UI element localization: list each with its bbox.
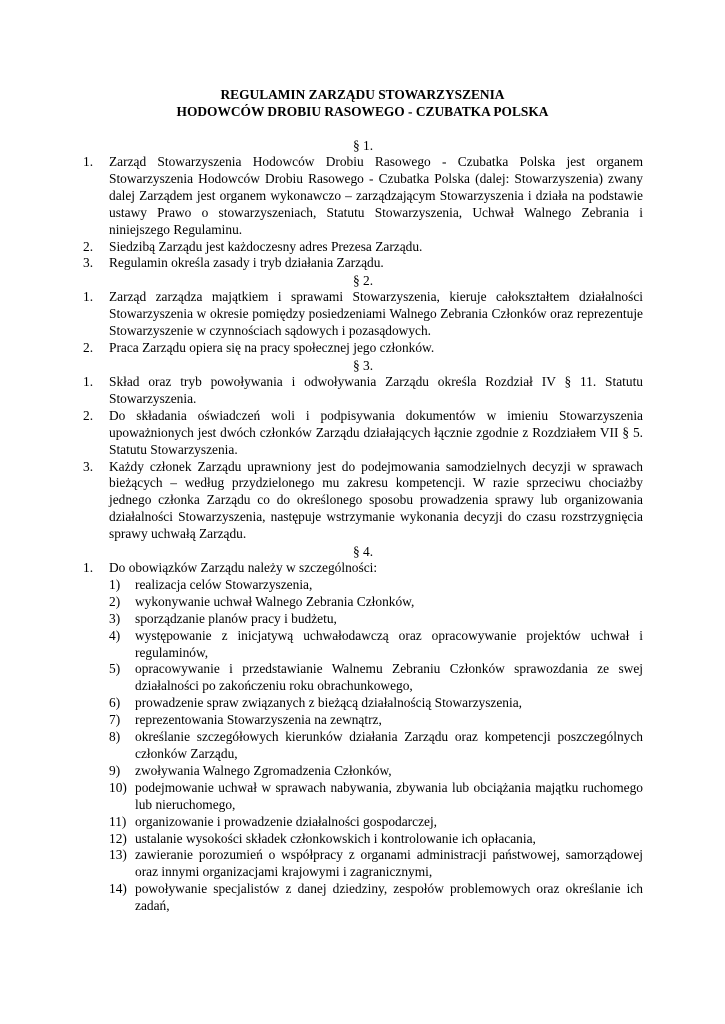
- duty-item: [109, 831, 643, 848]
- duty-number: 2): [109, 593, 121, 609]
- duty-item: [109, 695, 643, 712]
- duty-text: organizowanie i prowadzenie działalności gospodarczej,: [135, 813, 438, 829]
- duty-text: występowanie z inicjatywą uchwałodawczą oraz opracowywanie projektów uchwał i regulaminów,: [135, 627, 643, 660]
- duty-number: 13): [109, 847, 127, 863]
- list-item: [83, 560, 643, 577]
- duty-item: [109, 628, 643, 662]
- duty-number: 8): [109, 729, 121, 745]
- duty-number: 6): [109, 695, 121, 711]
- section-heading-2: § 2.: [352, 273, 374, 289]
- duty-number: 7): [109, 712, 121, 728]
- item-text: Do obowiązków Zarządu należy w szczególności:: [109, 560, 378, 576]
- duty-text: realizacja celów Stowarzyszenia,: [135, 576, 313, 592]
- duty-item: [109, 577, 643, 594]
- item-number: 1.: [83, 289, 94, 305]
- duty-number: 3): [109, 610, 121, 626]
- duty-item: [109, 611, 643, 628]
- duty-text: reprezentowania Stowarzyszenia na zewnątrz,: [135, 712, 382, 728]
- duty-item: [109, 712, 643, 729]
- duty-item: [109, 661, 643, 695]
- item-number: 1.: [83, 560, 94, 576]
- duty-item: [109, 780, 643, 814]
- duty-item: [109, 881, 643, 915]
- section-heading-1: § 1.: [352, 138, 374, 153]
- duty-number: 10): [109, 779, 127, 795]
- duty-number: 4): [109, 627, 121, 643]
- duty-item: [109, 729, 643, 763]
- item-number: 2.: [83, 238, 94, 254]
- duty-number: 12): [109, 830, 127, 846]
- item-text: Zarząd Stowarzyszenia Hodowców Drobiu Rasowego - Czubatka Polska jest organem Stowarzyszenia Hodowców Drobiu Rasowego - Czubatka Polska (dalej: Stowarzyszenia) zwany dalej Zarządem jest organem wykonawczo – zarządzającym Stowarzyszenia i działa na podstawie ustawy Prawo o stowarzyszeniach, Statutu Stowarzyszenia, Uchwał Walnego Zebrania i niniejszego Regulaminu.: [109, 154, 643, 237]
- item-text: Regulamin określa zasady i tryb działania Zarządu.: [109, 255, 384, 271]
- list-item: [83, 459, 643, 544]
- item-text: Siedzibą Zarządu jest każdoczesny adres Prezesa Zarządu.: [109, 238, 423, 254]
- item-text: Praca Zarządu opiera się na pracy społecznej jego członków.: [109, 340, 435, 356]
- item-text: Każdy członek Zarządu uprawniony jest do podejmowania samodzielnych decyzji w sprawach bieżących – według przydzielonego mu zakresu kompetencji. W razie sprzeciwu chociażby jednego członka Zarządu co do określonego sposobu prowadzenia sprawy lub organizowania działalności Stowarzyszenia, następuje wstrzymanie wykonania decyzji do czasu rozstrzygnięcia sprawy uchwałą Zarządu.: [109, 458, 643, 542]
- list-item: [83, 289, 643, 340]
- duty-item: [109, 814, 643, 831]
- section-heading-4: § 4.: [352, 544, 374, 560]
- duty-text: sporządzanie planów pracy i budżetu,: [135, 610, 337, 626]
- item-text: Zarząd zarządza majątkiem i sprawami Stowarzyszenia, kieruje całokształtem działalności Stowarzyszenia w okresie pomiędzy posiedzeniami Walnego Zebrania Członków oraz reprezentuje Stowarzyszenie w czynnościach sądowych i pozasądowych.: [109, 289, 643, 339]
- item-text: Do składania oświadczeń woli i podpisywania dokumentów w imieniu Stowarzyszenia upoważnionych jest dwóch członków Zarządu działających łącznie zgodnie z Rozdziałem VII § 5. Statutu Stowarzyszenia.: [109, 407, 643, 457]
- duty-text: wykonywanie uchwał Walnego Zebrania Członków,: [135, 593, 415, 609]
- list-item: [83, 255, 643, 272]
- duty-text: określanie szczegółowych kierunków działania Zarządu oraz kompetencji poszczególnych członków Zarządu,: [135, 729, 643, 761]
- duty-text: prowadzenie spraw związanych z bieżącą działalnością Stowarzyszenia,: [135, 695, 523, 711]
- item-number: 2.: [83, 407, 94, 423]
- item-number: 3.: [83, 255, 94, 271]
- document-title-line-2: HODOWCÓW DROBIU RASOWEGO - CZUBATKA POLSKA: [176, 104, 549, 119]
- item-number: 1.: [83, 154, 94, 169]
- list-item: [83, 239, 643, 256]
- duty-text: opracowywanie i przedstawianie Walnemu Zebraniu Członków sprawozdania ze swej działalności po zakończeniu roku obrachunkowego,: [135, 661, 643, 694]
- duty-item: [109, 847, 643, 881]
- duty-item: [109, 594, 643, 611]
- section-heading-3: § 3.: [352, 357, 374, 373]
- list-item: [83, 374, 643, 408]
- document-body: [83, 137, 643, 915]
- duty-number: 14): [109, 881, 127, 897]
- list-item: [83, 340, 643, 357]
- duty-number: 9): [109, 762, 121, 778]
- duty-number: 11): [109, 813, 127, 829]
- item-number: 1.: [83, 373, 94, 389]
- duty-text: podejmowanie uchwał w sprawach nabywania, zbywania lub obciążania majątku ruchomego lub nieruchomego,: [135, 779, 643, 812]
- duty-item: [109, 763, 643, 780]
- duty-text: powoływanie specjalistów z danej dziedziny, zespołów problemowych oraz określanie ich zadań,: [135, 881, 643, 914]
- duty-text: ustalanie wysokości składek członkowskich i kontrolowanie ich opłacania,: [135, 830, 536, 846]
- duty-number: 1): [109, 576, 121, 592]
- duty-text: zwoływania Walnego Zgromadzenia Członków,: [135, 762, 392, 778]
- document-title-line-1: REGULAMIN ZARZĄDU STOWARZYSZENIA: [220, 87, 505, 102]
- item-number: 3.: [83, 458, 94, 474]
- item-text: Skład oraz tryb powoływania i odwoływania Zarządu określa Rozdział IV § 11. Statutu Stowarzyszenia.: [109, 373, 643, 406]
- duty-text: zawieranie porozumień o współpracy z organami administracji państwowej, samorządowej oraz innymi organizacjami krajowymi i zagranicznymi,: [135, 847, 643, 880]
- item-number: 2.: [83, 340, 94, 356]
- list-item: [83, 154, 643, 239]
- duties-list: [109, 577, 643, 915]
- duty-number: 5): [109, 661, 121, 677]
- list-item: [83, 408, 643, 459]
